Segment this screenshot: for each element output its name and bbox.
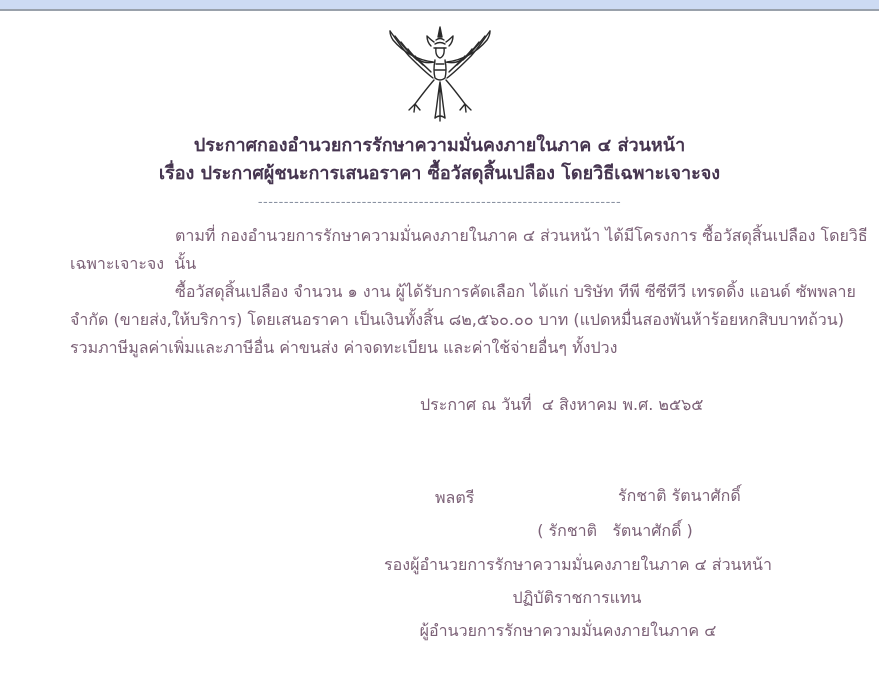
garuda-emblem-icon: [365, 26, 515, 128]
signature-position-line-1: รองผู้อำนวยการรักษาความมั่นคงภายในภาค ๔ ส่วนหน้า: [384, 555, 772, 574]
body-line-1: ตามที่ กองอำนวยการรักษาความมั่นคงภายในภาค ๔ ส่วนหน้า ได้มีโครงการ ซื้อวัสดุสิ้นเปลือง โดยวิธี: [175, 226, 868, 245]
body-line-2: เฉพาะเจาะจง นั้น: [70, 254, 197, 273]
announcement-title: ประกาศกองอำนวยการรักษาความมั่นคงภายในภาค ๔ ส่วนหน้า: [193, 135, 686, 156]
announcement-subject: เรื่อง ประกาศผู้ชนะการเสนอราคา ซื้อวัสดุสิ้นเปลือง โดยวิธีเฉพาะเจาะจง: [158, 163, 721, 184]
body-line-3: ซื้อวัสดุสิ้นเปลือง จำนวน ๑ งาน ผู้ได้รับการคัดเลือก ได้แก่ บริษัท ทีพี ซีซีทีวี เทรดดิ้ง แอนด์ ซัพพลาย: [175, 282, 856, 301]
dashed-divider: ----------------------------------------------------------------------: [257, 195, 622, 210]
signature-name-parens: ( รักชาติ รัตนาศักดิ์ ): [537, 521, 693, 540]
body-line-4: จำกัด (ขายส่ง,ให้บริการ) โดยเสนอราคา เป็นเงินทั้งสิ้น ๘๒,๕๖๐.๐๐ บาท (แปดหมื่นสองพันห้าร้อยหกสิบบาทถ้วน): [70, 310, 844, 329]
window-top-edge: [0, 0, 879, 11]
signature-position-line-2: ปฏิบัติราชการแทน: [512, 588, 642, 607]
body-line-5: รวมภาษีมูลค่าเพิ่มและภาษีอื่น ค่าขนส่ง ค่าจดทะเบียน และค่าใช้จ่ายอื่นๆ ทั้งปวง: [70, 338, 618, 357]
signature-name: รักชาติ รัตนาศักดิ์: [618, 486, 741, 505]
announcement-date-line: ประกาศ ณ วันที่ ๔ สิงหาคม พ.ศ. ๒๕๖๕: [420, 395, 704, 414]
signature-rank: พลตรี: [435, 488, 475, 507]
signature-position-line-3: ผู้อำนวยการรักษาความมั่นคงภายในภาค ๔: [419, 621, 717, 640]
